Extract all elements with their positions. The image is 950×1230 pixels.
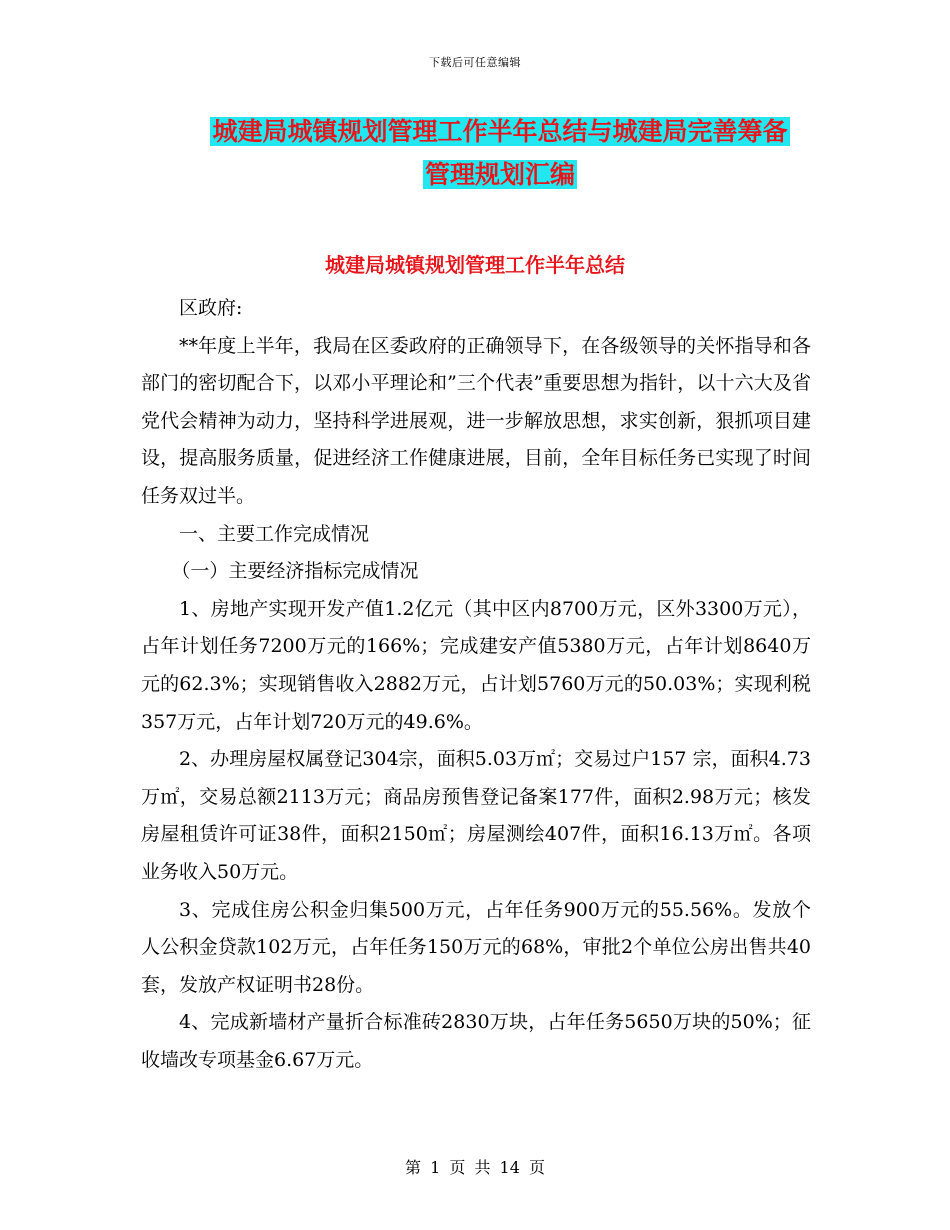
title-line-2: 管理规划汇编 [424,160,575,189]
heading-economic-indicators: （一）主要经济指标完成情况 [171,560,419,583]
salutation: 区政府: [179,297,243,319]
paragraph-intro: **年度上半年，我局在区委政府的正确领导下，在各级领导的关怀指导和各部门的密切配合下，以邓小平理论和”三个代表”重要思想为指针，以十六大及省党代会精神为动力，坚持科学进展观，进一步解放思想，求实创新，狠抓项目建设，提高服务质量，促进经济工作健康进展，目前，全年目标任务已实现了时间任务双过半。 [141,334,811,507]
paragraph-item-3: 3、完成住房公积金归集500万元，占年任务900万元的55.56%。发放个人公积金贷款102万元，占年任务150万元的68%，审批2个单位公房出售共40套，发放产权证明书28份。 [141,898,811,996]
paragraph-item-1: 1、房地产实现开发产值1.2亿元（其中区内8700万元，区外3300万元），占年计划任务7200万元的166%；完成建安产值5380万元，占年计划8640万元的62.3%；实现销售收入2882万元，占计划5760万元的50.03%；实现利税357万元，占年计划720万元的49.6%。 [141,597,811,733]
document-title [140,110,860,196]
paragraph-item-2: 2、办理房屋权属登记304宗，面积5.03万㎡；交易过户157 宗，面积4.73万㎡，交易总额2113万元；商品房预售登记备案177件，面积2.98万元；核发房屋租赁许可证38件，面积2150㎡；房屋测绘407件，面积16.13万㎡。各项业务收入50万元。 [141,748,811,883]
heading-main-work: 一、主要工作完成情况 [179,522,370,545]
paragraph-item-4: 4、完成新墙材产量折合标准砖2830万块，占年任务5650万块的50%；征收墙改专项基金6.67万元。 [141,1011,811,1071]
section-title: 城建局城镇规划管理工作半年总结 [325,253,625,277]
document-body [141,290,811,1079]
title-line-1: 城建局城镇规划管理工作半年总结与城建局完善筹备 [212,117,788,146]
page-number-footer: 第 1 页 共 14 页 [405,1158,545,1177]
header-note: 下载后可任意编辑 [429,56,521,69]
